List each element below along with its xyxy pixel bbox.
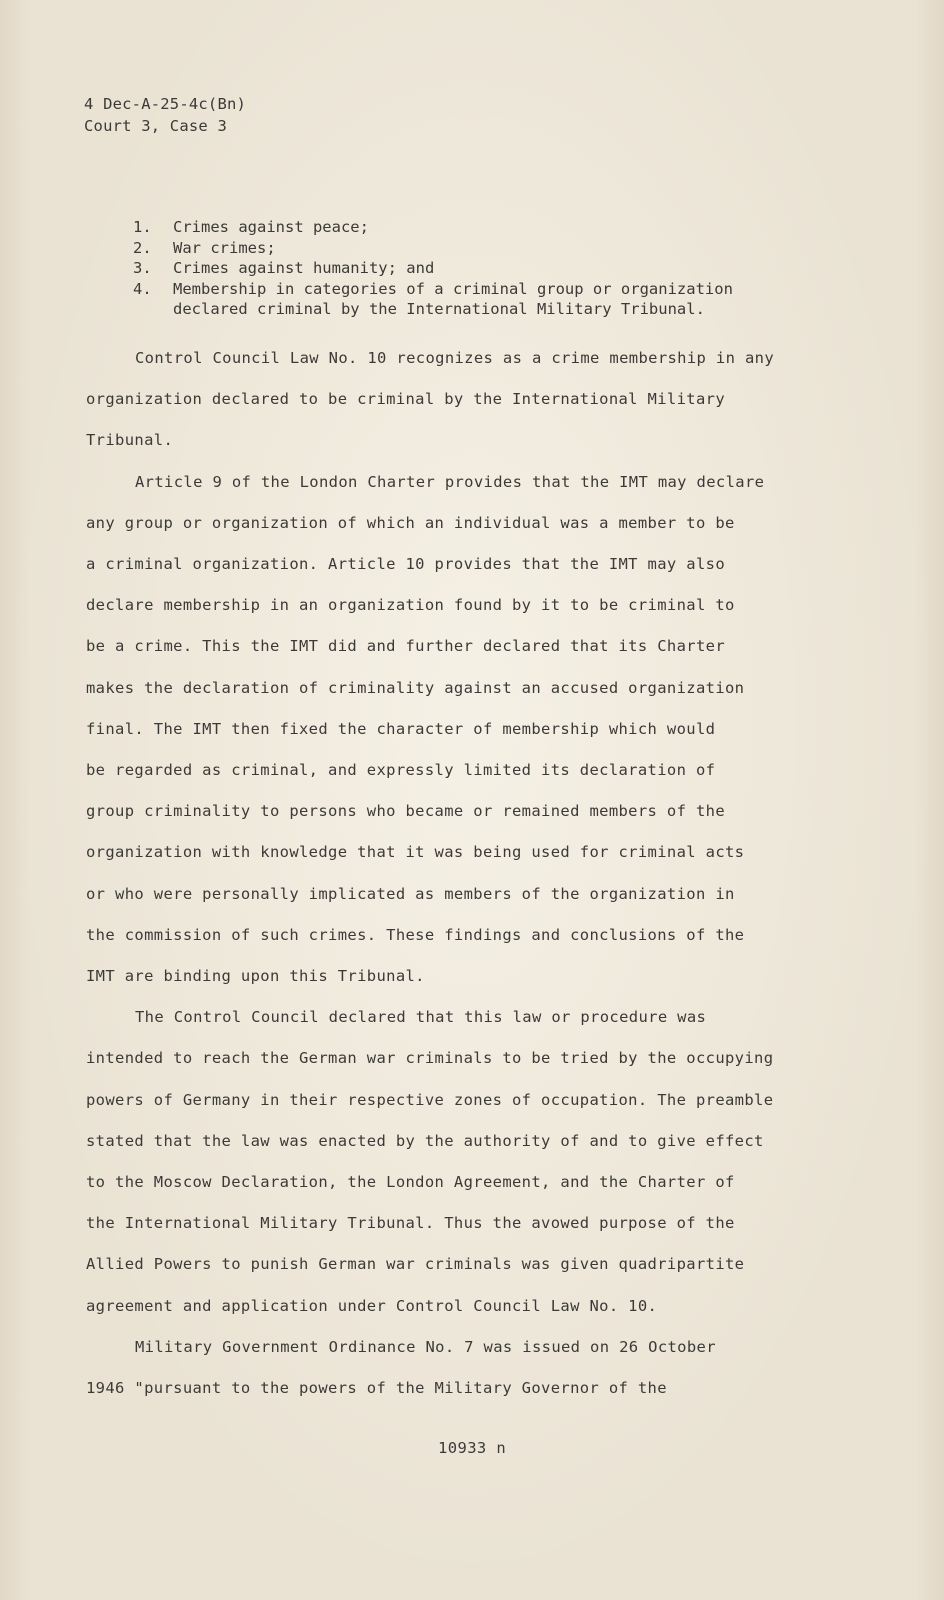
text-line: be a crime. This the IMT did and further declared that its Charter [86,637,725,656]
text-line: organization declared to be criminal by the International Military [86,390,725,409]
list-item-text: Crimes against peace; [173,218,369,236]
text-line: Control Council Law No. 10 recognizes as a crime membership in any [135,349,774,367]
paragraph [86,997,846,1327]
text-line: Military Government Ordinance No. 7 was issued on 26 October [135,1337,716,1356]
text-line: stated that the law was enacted by the authority of and to give effect [86,1131,764,1150]
paragraph [86,1327,846,1409]
text-line: organization with knowledge that it was being used for criminal acts [86,843,745,862]
list-item-text: War crimes; [173,238,276,257]
list-item-number: 3. [133,259,152,277]
text-line: the commission of such crimes. These findings and conclusions of the [86,925,745,944]
list-item-number [133,299,173,320]
document-body [86,338,846,1409]
text-line: group criminality to persons who became or remained members of the [86,802,725,821]
list-item-number: 4. [133,279,152,298]
list-item-text: declared criminal by the International Military Tribunal. [173,300,705,318]
text-line: final. The IMT then fixed the character of membership which would [86,719,716,738]
list-item-number: 2. [133,238,152,257]
crimes-list [133,217,733,320]
text-line: The Control Council declared that this law or procedure was [135,1008,707,1027]
list-item-continuation [133,299,733,320]
text-line: or who were personally implicated as members of the organization in [86,884,735,903]
paragraph [86,338,846,462]
list-item [133,238,733,259]
list-item [133,258,733,279]
document-reference: 4 Dec-A-25-4c(Bn) [84,95,247,113]
text-line: Allied Powers to punish German war criminals was given quadripartite [86,1255,745,1274]
text-line: Article 9 of the London Charter provides that the IMT may declare [135,472,765,491]
text-line: 1946 "pursuant to the powers of the Military Governor of the [86,1379,667,1398]
page-number: 10933 n [438,1439,507,1457]
text-line: Tribunal. [86,431,174,450]
text-line: intended to reach the German war criminals to be tried by the occupying [86,1049,774,1068]
list-item-number: 1. [133,218,152,236]
court-case-line: Court 3, Case 3 [84,117,227,135]
text-line: be regarded as criminal, and expressly limited its declaration of [86,761,716,780]
list-item [133,279,733,300]
text-line: to the Moscow Declaration, the London Agreement, and the Charter of [86,1173,735,1192]
text-line: IMT are binding upon this Tribunal. [86,967,425,986]
text-line: declare membership in an organization found by it to be criminal to [86,596,735,615]
text-line: makes the declaration of criminality against an accused organization [86,678,745,697]
text-line: a criminal organization. Article 10 provides that the IMT may also [86,555,725,574]
text-line: agreement and application under Control Council Law No. 10. [86,1296,658,1315]
text-line: powers of Germany in their respective zones of occupation. The preamble [86,1090,774,1109]
document-header [84,93,246,137]
list-item [133,217,733,238]
text-line: the International Military Tribunal. Thus the avowed purpose of the [86,1214,735,1233]
text-line: any group or organization of which an individual was a member to be [86,513,735,532]
list-item-text: Membership in categories of a criminal group or organization [173,279,733,298]
list-item-text: Crimes against humanity; and [173,259,435,277]
paragraph [86,462,846,998]
